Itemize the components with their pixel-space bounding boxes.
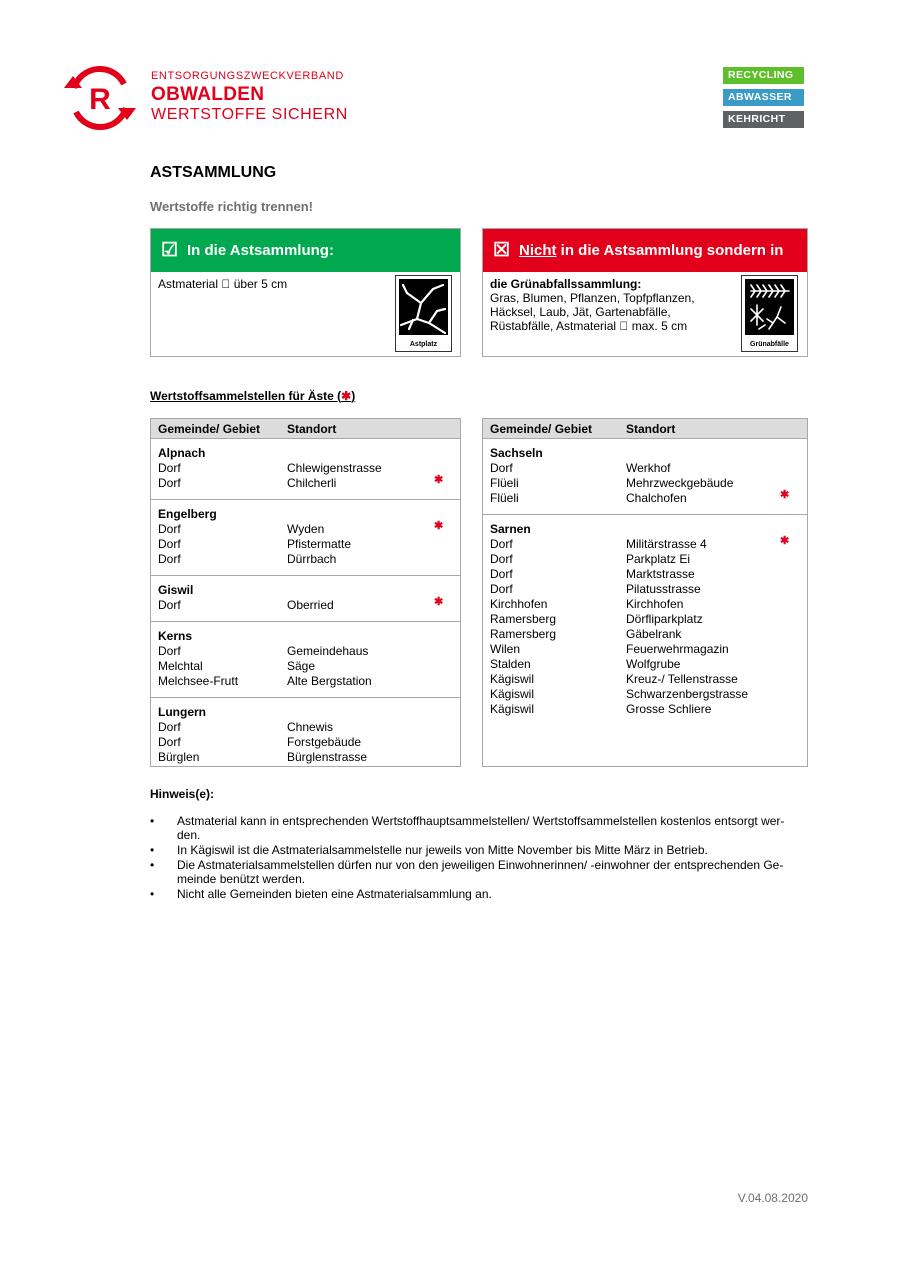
note-item: • Nicht alle Gemeinden bieten eine Astmaterialsammlung an.	[150, 887, 792, 901]
accepted-text-prefix: Astmaterial	[158, 277, 219, 291]
asterisk-icon: ✱	[780, 489, 790, 501]
table-row	[483, 657, 807, 672]
cell-standort: Feuerwehrmagazin	[626, 642, 729, 656]
table-row	[151, 674, 460, 689]
panel-rejected-header	[483, 229, 807, 272]
table-row	[483, 582, 807, 597]
cell-gebiet: Dorf	[158, 552, 181, 566]
table-row	[483, 612, 807, 627]
locations-table-left	[150, 418, 461, 767]
table-row	[483, 552, 807, 567]
panel-accepted-header	[151, 229, 460, 272]
cell-gebiet: Dorf	[158, 476, 181, 490]
cell-standort: Bürglenstrasse	[287, 750, 368, 764]
gemeinde-group	[151, 439, 460, 500]
panel-accepted-heading: In die Astsammlung:	[187, 242, 334, 259]
cell-gebiet: Ramersberg	[490, 627, 557, 641]
page-title: ASTSAMMLUNG	[150, 164, 277, 181]
table-row	[151, 476, 460, 491]
org-line-2: OBWALDEN	[151, 84, 265, 105]
gemeinde-name: Kerns	[158, 629, 193, 643]
table-row	[483, 597, 807, 612]
table-row	[483, 627, 807, 642]
table-row	[151, 735, 460, 750]
gemeinde-name: Sarnen	[490, 522, 531, 536]
astplatz-caption: Astplatz	[409, 341, 438, 348]
cell-gebiet: Dorf	[158, 735, 181, 749]
gemeinde-name: Giswil	[158, 583, 194, 597]
cell-gebiet: Ramersberg	[490, 612, 557, 626]
cell-standort: Grosse Schliere	[626, 702, 712, 716]
table-row	[483, 642, 807, 657]
gemeinde-group	[151, 622, 460, 698]
gruenabfaelle-pictogram	[741, 275, 798, 352]
branch-icon	[399, 279, 448, 335]
gemeinde-name: Sachseln	[490, 446, 543, 460]
version-label: V.04.08.2020	[737, 1191, 808, 1205]
cell-standort: Chlewigenstrasse	[287, 461, 382, 475]
asterisk-icon: ✱	[341, 389, 352, 403]
cell-standort: Chalchofen	[626, 491, 687, 505]
cell-standort: Marktstrasse	[626, 567, 695, 581]
note-item: • Die Astmaterialsammelstellen dürfen nur von den jeweiligen Einwohnerinnen/ -einwohner der entsprechenden Ge-meinde benützt werden.	[150, 858, 792, 886]
cell-standort: Werkhof	[626, 461, 671, 475]
cell-gebiet: Dorf	[158, 644, 181, 658]
cell-standort: Gemeindehaus	[287, 644, 369, 658]
cell-standort: Chnewis	[287, 720, 334, 734]
org-line-1: ENTSORGUNGSZWECKVERBAND	[151, 70, 344, 82]
tag-kehricht: KEHRICHT	[723, 111, 804, 128]
table-row	[151, 598, 460, 613]
cell-gebiet: Dorf	[490, 582, 513, 596]
gruenabfaelle-caption: Grünabfälle	[750, 341, 789, 348]
logo-letter: R	[89, 83, 111, 116]
cell-standort: Dürrbach	[287, 552, 337, 566]
panel-rejected-text	[490, 277, 695, 333]
cell-standort: Gäbelrank	[626, 627, 682, 641]
asterisk-icon: ✱	[434, 596, 444, 608]
col-standort: Standort	[287, 422, 337, 436]
table-row	[151, 461, 460, 476]
cell-standort: Chilcherli	[287, 476, 337, 490]
cell-gebiet: Kirchhofen	[490, 597, 548, 611]
gemeinde-group	[151, 698, 460, 773]
table-header	[483, 419, 807, 439]
cell-gebiet: Dorf	[158, 537, 181, 551]
cell-standort: Oberried	[287, 598, 334, 612]
asterisk-icon: ✱	[434, 520, 444, 532]
asterisk-icon: ✱	[434, 474, 444, 486]
logo-mark-icon	[62, 66, 138, 130]
astplatz-pictogram	[395, 275, 452, 352]
table-header	[151, 419, 460, 439]
cell-standort: Kirchhofen	[626, 597, 684, 611]
cell-gebiet: Kägiswil	[490, 672, 535, 686]
table-row	[151, 720, 460, 735]
gemeinde-name: Lungern	[158, 705, 206, 719]
note-item: • In Kägiswil ist die Astmaterialsammelstelle nur jeweils von Mitte November bis Mitte März in Betrieb.	[150, 843, 792, 857]
table-row	[483, 567, 807, 582]
panel-rejected-heading: Nicht in die Astsammlung sondern in	[519, 242, 784, 259]
table-row	[483, 687, 807, 702]
cell-standort: Säge	[287, 659, 316, 673]
table-row	[483, 491, 807, 506]
cell-standort: Mehrzweckgebäude	[626, 476, 734, 490]
accepted-text-suffix: über 5 cm	[233, 277, 288, 291]
cell-gebiet: Kägiswil	[490, 687, 535, 701]
rejected-line-1: Gras, Blumen, Pflanzen, Topfpflanzen,	[490, 291, 695, 305]
page-subtitle: Wertstoffe richtig trennen!	[150, 199, 313, 214]
gemeinde-group	[483, 439, 807, 515]
rejected-line-3: Rüstabfälle, Astmaterial max. 5 cm	[490, 319, 688, 333]
cell-standort: Alte Bergstation	[287, 674, 372, 688]
tag-abwasser: ABWASSER	[723, 89, 804, 106]
cell-gebiet: Dorf	[158, 461, 181, 475]
cell-gebiet: Flüeli	[490, 476, 519, 490]
cell-standort: Dörfliparkplatz	[626, 612, 703, 626]
cell-gebiet: Flüeli	[490, 491, 519, 505]
cell-gebiet: Dorf	[490, 537, 513, 551]
cell-gebiet: Stalden	[490, 657, 531, 671]
checkbox-check-icon: ☑	[161, 240, 179, 261]
gemeinde-group	[151, 576, 460, 622]
table-row	[151, 750, 460, 765]
table-row	[483, 476, 807, 491]
asterisk-icon: ✱	[780, 535, 790, 547]
cell-gebiet: Kägiswil	[490, 702, 535, 716]
gemeinde-name: Engelberg	[158, 507, 217, 521]
gemeinde-group	[151, 500, 460, 576]
cell-standort: Kreuz-/ Tellenstrasse	[626, 672, 738, 686]
cell-gebiet: Dorf	[158, 720, 181, 734]
checkbox-x-icon: ☒	[493, 240, 511, 261]
cell-gebiet: Dorf	[490, 552, 513, 566]
notes-heading: Hinweis(e):	[150, 787, 215, 801]
green-waste-icon	[745, 279, 794, 335]
cell-standort: Pfistermatte	[287, 537, 352, 551]
cell-gebiet: Dorf	[158, 522, 181, 536]
cell-standort: Forstgebäude	[287, 735, 362, 749]
col-standort: Standort	[626, 422, 676, 436]
notes-list	[150, 814, 792, 902]
gemeinde-name: Alpnach	[158, 446, 206, 460]
panel-accepted	[150, 228, 461, 357]
cell-gebiet: Dorf	[490, 461, 513, 475]
cell-gebiet: Melchsee-Frutt	[158, 674, 239, 688]
col-gemeinde: Gemeinde/ Gebiet	[490, 422, 593, 436]
rejected-line-2: Häcksel, Laub, Jät, Gartenabfälle,	[490, 305, 671, 319]
table-row	[483, 537, 807, 552]
table-row	[483, 702, 807, 717]
cell-gebiet: Wilen	[490, 642, 521, 656]
cell-standort: Wolfgrube	[626, 657, 681, 671]
table-row	[151, 537, 460, 552]
org-line-3: WERTSTOFFE SICHERN	[151, 106, 348, 123]
gemeinde-group	[483, 515, 807, 725]
table-row	[151, 644, 460, 659]
panel-rejected	[482, 228, 808, 357]
cell-gebiet: Dorf	[490, 567, 513, 581]
table-row	[151, 552, 460, 567]
cell-standort: Pilatusstrasse	[626, 582, 701, 596]
note-item: • Astmaterial kann in entsprechenden Wertstoffhauptsammelstellen/ Wertstoffsammelstellen kostenlos entsorgt wer-den.	[150, 814, 792, 842]
cell-standort: Parkplatz Ei	[626, 552, 691, 566]
table-row	[483, 461, 807, 476]
panel-accepted-text	[158, 277, 287, 291]
col-gemeinde: Gemeinde/ Gebiet	[158, 422, 261, 436]
table-row	[151, 522, 460, 537]
rejected-subheading: die Grünabfallssammlung:	[490, 277, 642, 291]
table-row	[483, 672, 807, 687]
cell-gebiet: Melchtal	[158, 659, 203, 673]
locations-table-right	[482, 418, 808, 767]
tag-recycling: RECYCLING	[723, 67, 804, 84]
cell-standort: Wyden	[287, 522, 325, 536]
cell-gebiet: Dorf	[158, 598, 181, 612]
cell-gebiet: Bürglen	[158, 750, 200, 764]
table-row	[151, 659, 460, 674]
cell-standort: Schwarzenbergstrasse	[626, 687, 749, 701]
section-title: Wertstoffsammelstellen für Äste (✱)	[150, 389, 356, 403]
cell-standort: Militärstrasse 4	[626, 537, 707, 551]
